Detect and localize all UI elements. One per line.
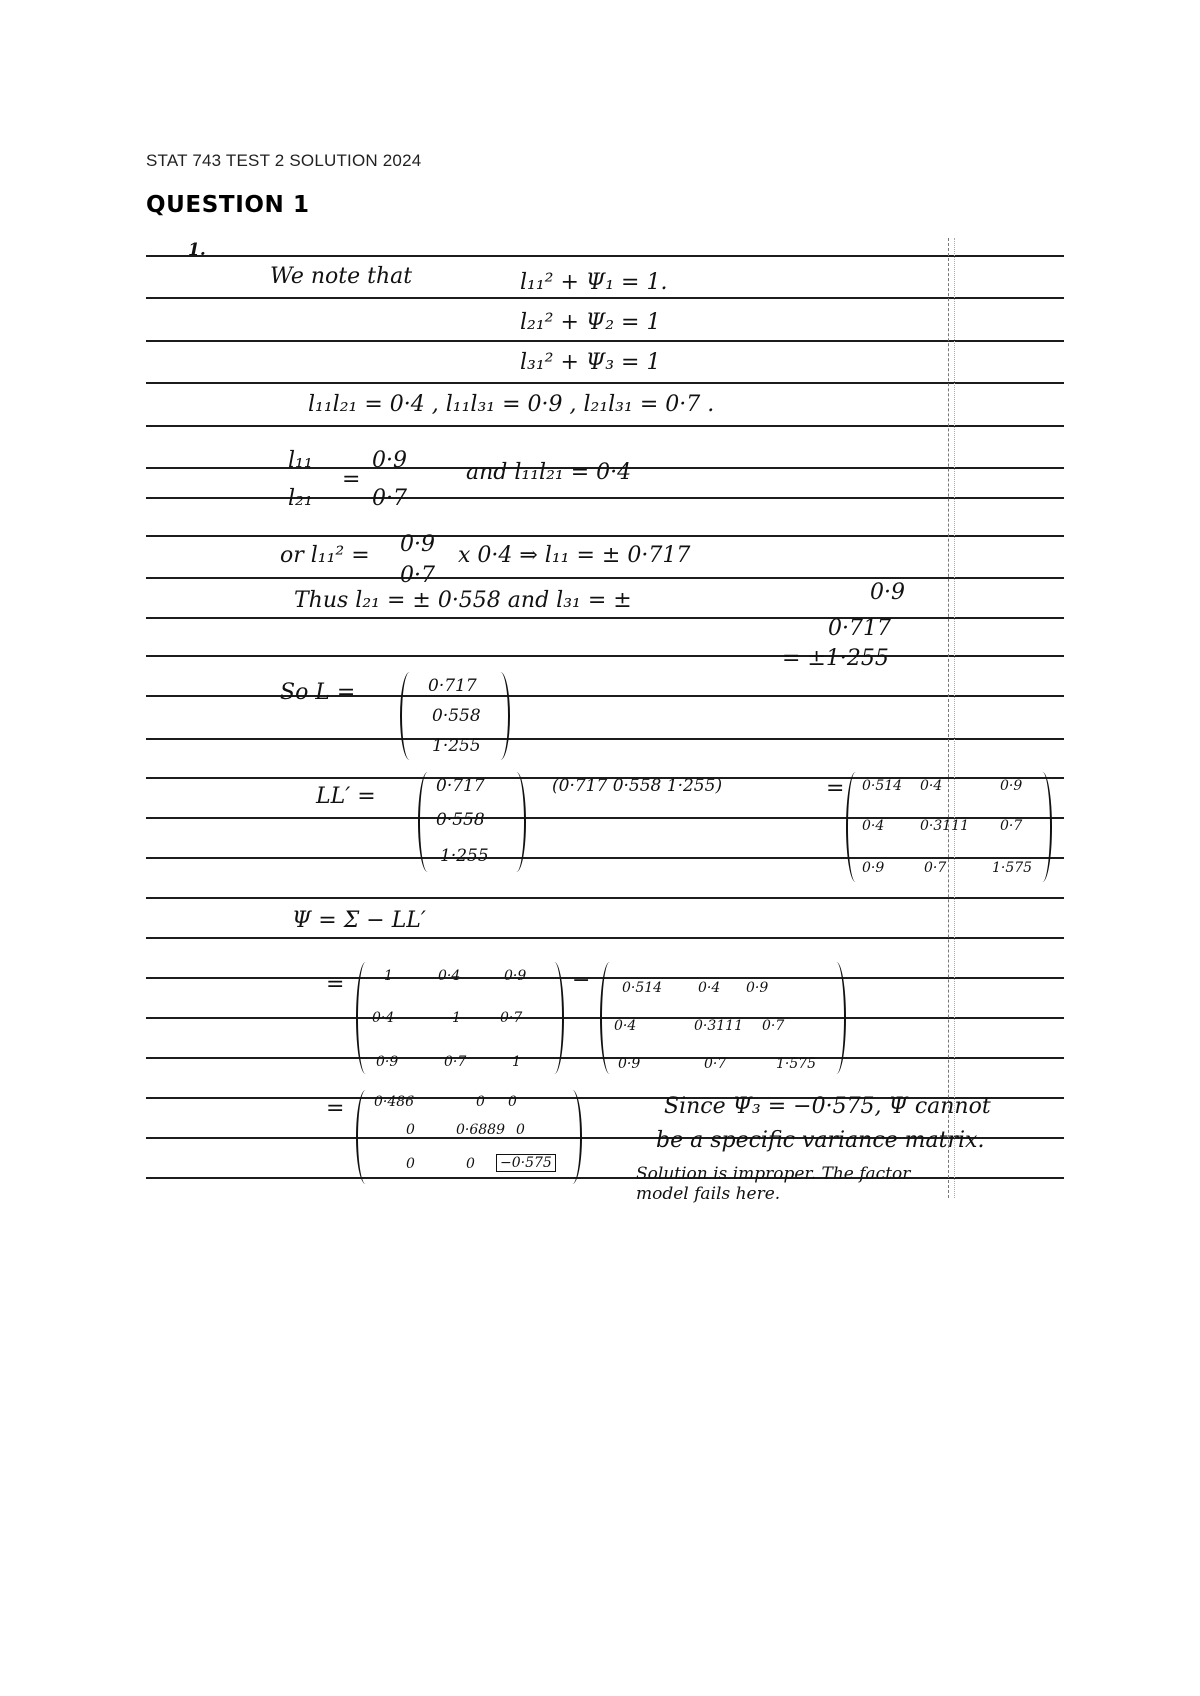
ll-matrix-cell: 0·9	[746, 980, 769, 996]
result-right-paren	[566, 1090, 582, 1184]
document-header: STAT 743 TEST 2 SOLUTION 2024	[146, 151, 422, 170]
l31-value: = ±1·255	[782, 646, 889, 671]
conclusion-line: Since Ψ₃ = −0·575, Ψ cannot	[664, 1094, 991, 1119]
equation-1: l₁₁² + Ψ₁ = 1.	[520, 270, 668, 295]
ruled-line	[146, 857, 1064, 859]
llt-cell: 0·514	[862, 778, 903, 794]
llt-cell: 0·9	[1000, 778, 1023, 794]
ll-row-vector: (0·717 0·558 1·255)	[552, 776, 723, 796]
equation-3: l₃₁² + Ψ₃ = 1	[520, 350, 661, 375]
sigma-cell: 0·9	[376, 1054, 399, 1070]
llt-cell: 0·3111	[920, 818, 969, 834]
conclusion-line: Solution is improper. The factor	[636, 1164, 911, 1184]
l-vector-left-paren	[400, 672, 416, 760]
thus-denominator: 0·717	[828, 616, 891, 641]
ratio-equals: =	[342, 467, 361, 492]
result-cell-highlighted: −0·575	[496, 1154, 556, 1172]
ll-vector-value: 0·717	[436, 776, 485, 796]
result-cell: 0	[406, 1122, 415, 1138]
l-vector-right-paren	[494, 672, 510, 760]
ratio-and: and l₁₁l₂₁ = 0·4	[466, 460, 632, 485]
ratio-denominator: l₂₁	[288, 486, 313, 511]
thus-numerator: 0·9	[870, 580, 905, 605]
conclusion-line: model fails here.	[636, 1184, 781, 1204]
llt-cell: 0·4	[920, 778, 943, 794]
ruled-line	[146, 382, 1064, 384]
ll-equals: =	[826, 776, 845, 801]
ruled-line	[146, 1177, 1064, 1179]
llt-cell: 0·7	[924, 860, 947, 876]
ratio-numerator: l₁₁	[288, 448, 313, 473]
ruled-line	[146, 255, 1064, 257]
ll-matrix-cell: 0·4	[614, 1018, 637, 1034]
result-cell: 0	[406, 1156, 415, 1172]
l-vector-value: 0·558	[432, 706, 481, 726]
ruled-line	[146, 425, 1064, 427]
sigma-left-paren	[356, 962, 372, 1074]
l-vector-value: 1·255	[432, 736, 481, 756]
ll-matrix-cell: 0·7	[704, 1056, 727, 1072]
minus-sign: −	[572, 968, 591, 993]
so-label: So L =	[280, 680, 356, 705]
llt-right-paren	[1036, 772, 1052, 882]
intro-text: We note that	[270, 264, 413, 289]
ruled-line	[146, 937, 1064, 939]
or-numerator: 0·9	[400, 532, 435, 557]
sigma-cell: 0·7	[444, 1054, 467, 1070]
or-prefix: or l₁₁² =	[280, 543, 370, 568]
psi-definition: Ψ = Σ − LL′	[292, 908, 426, 933]
sigma-cell: 1	[452, 1010, 461, 1026]
or-rest: x 0·4 ⇒ l₁₁ = ± 0·717	[458, 543, 691, 568]
ruled-line	[146, 535, 1064, 537]
products-line: l₁₁l₂₁ = 0·4 , l₁₁l₃₁ = 0·9 , l₂₁l₃₁ = 0·7 .	[308, 392, 715, 417]
ll-label: LL′ =	[316, 784, 376, 809]
llt-left-paren	[846, 772, 862, 882]
sigma-cell: 1	[512, 1054, 521, 1070]
sigma-cell: 0·9	[504, 968, 527, 984]
equals-sign: =	[326, 1096, 345, 1121]
llt-cell: 0·7	[1000, 818, 1023, 834]
thus-line: Thus l₂₁ = ± 0·558 and l₃₁ = ±	[294, 588, 632, 613]
result-cell: 0	[466, 1156, 475, 1172]
ll-vector-left-paren	[418, 772, 434, 872]
sigma-cell: 1	[384, 968, 393, 984]
ll-matrix-cell: 0·3111	[694, 1018, 743, 1034]
ll-vector-value: 1·255	[440, 846, 489, 866]
llt-cell: 0·4	[862, 818, 885, 834]
conclusion-line: be a specific variance matrix.	[656, 1128, 985, 1153]
llt-cell: 1·575	[992, 860, 1033, 876]
ll-matrix-cell: 1·575	[776, 1056, 817, 1072]
result-cell: 0	[476, 1094, 485, 1110]
fraction-numerator: 0·9	[372, 448, 407, 473]
ruled-line	[146, 340, 1064, 342]
l-vector-value: 0·717	[428, 676, 477, 696]
result-cell: 0·6889	[456, 1122, 505, 1138]
ruled-line	[146, 297, 1064, 299]
ruled-line	[146, 617, 1064, 619]
ruled-line	[146, 738, 1064, 740]
margin-line	[948, 238, 950, 1198]
ll-matrix-cell: 0·7	[762, 1018, 785, 1034]
ll-vector-value: 0·558	[436, 810, 485, 830]
ruled-line	[146, 577, 1064, 579]
result-cell: 0	[516, 1122, 525, 1138]
ll-matrix-cell: 0·4	[698, 980, 721, 996]
sigma-cell: 0·4	[372, 1010, 395, 1026]
result-cell: 0	[508, 1094, 517, 1110]
result-left-paren	[356, 1090, 372, 1184]
sigma-cell: 0·7	[500, 1010, 523, 1026]
margin-line	[954, 238, 956, 1198]
or-denominator: 0·7	[400, 563, 435, 588]
llt-cell: 0·9	[862, 860, 885, 876]
ll-matrix-cell: 0·514	[622, 980, 663, 996]
fraction-denominator: 0·7	[372, 486, 407, 511]
ll-matrix-cell: 0·9	[618, 1056, 641, 1072]
ruled-line	[146, 897, 1064, 899]
sigma-cell: 0·4	[438, 968, 461, 984]
equals-sign: =	[326, 972, 345, 997]
result-cell: 0·486	[374, 1094, 415, 1110]
ruled-line	[146, 655, 1064, 657]
ruled-line	[146, 497, 1064, 499]
question-title: QUESTION 1	[146, 192, 310, 218]
equation-2: l₂₁² + Ψ₂ = 1	[520, 310, 661, 335]
item-number: 1.	[188, 240, 206, 260]
